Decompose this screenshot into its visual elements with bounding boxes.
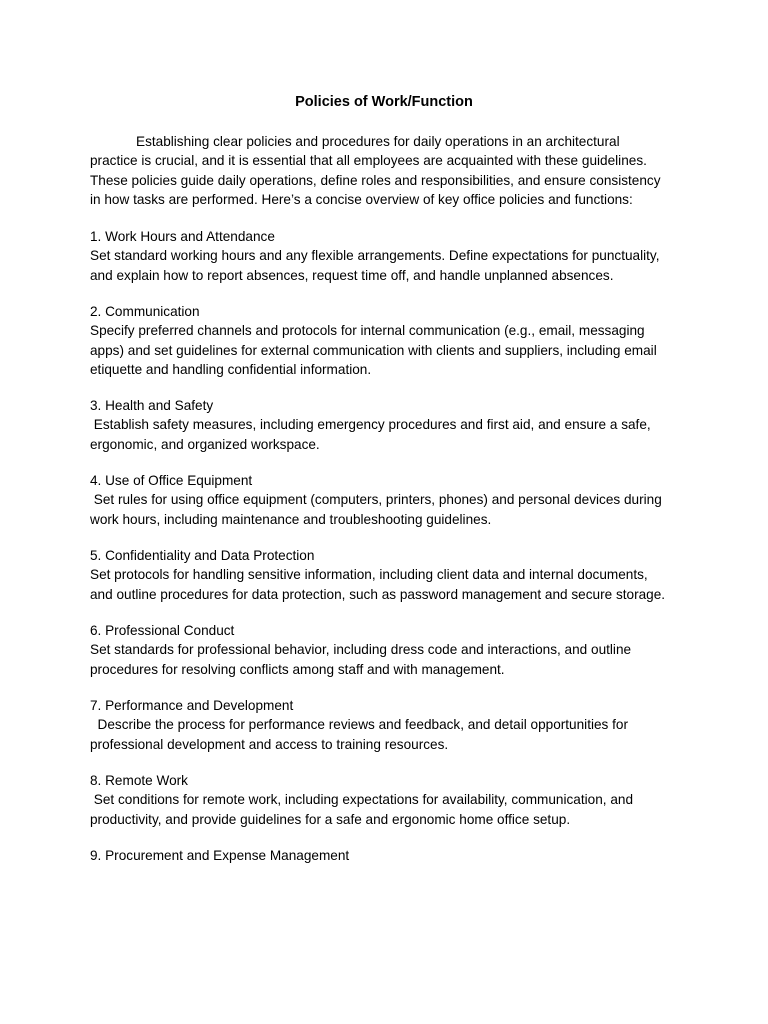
section-text-line: Specify preferred channels and protocols for internal communication (e.g., email, messaging [90,323,645,339]
section-heading: 2. Communication [90,304,200,319]
section-heading: 5. Confidentiality and Data Protection [90,548,315,563]
section-text-line: apps) and set guidelines for external communication with clients and suppliers, including email [90,342,657,358]
intro-line: in how tasks are performed. Here’s a concise overview of key office policies and functions: [90,191,633,207]
section-text-line: Set standard working hours and any flexible arrangements. Define expectations for punctuality, [90,248,660,264]
page-title: Policies of Work/Function [295,94,473,110]
section-text-line: Set standards for professional behavior, including dress code and interactions, and outline [90,642,632,658]
section-text-line: productivity, and provide guidelines for a safe and ergonomic home office setup. [90,811,571,827]
section-remote-work [90,771,710,829]
section-text-line: procedures for resolving conflicts among staff and with management. [90,661,505,677]
section-text-line: professional development and access to training resources. [90,736,449,752]
section-text-line: Set rules for using office equipment (computers, printers, phones) and personal devices during [90,492,662,508]
section-text-line: work hours, including maintenance and troubleshooting guidelines. [90,511,492,527]
section-text-line: and explain how to report absences, request time off, and handle unplanned absences. [90,267,614,283]
section-text-line: ergonomic, and organized workspace. [90,436,320,452]
section-communication [90,302,710,379]
section-text-line: etiquette and handling confidential information. [90,361,372,377]
section-performance [90,696,710,754]
section-confidentiality [90,546,710,604]
intro-line: These policies guide daily operations, define roles and responsibilities, and ensure consistency [90,172,661,188]
section-heading: 3. Health and Safety [90,398,214,413]
section-text-line: Establish safety measures, including emergency procedures and first aid, and ensure a safe, [90,417,651,433]
section-procurement [90,846,710,865]
section-text-line: Set protocols for handling sensitive information, including client data and internal documents, [90,567,648,583]
section-heading: 6. Professional Conduct [90,623,235,638]
section-heading: 7. Performance and Development [90,698,294,713]
section-text-line: Describe the process for performance reviews and feedback, and detail opportunities for [90,717,628,733]
intro-line: practice is crucial, and it is essential that all employees are acquainted with these guidelines. [90,153,647,169]
section-heading: 8. Remote Work [90,773,188,788]
section-heading: 9. Procurement and Expense Management [90,848,350,863]
intro-paragraph [90,132,690,209]
section-text-line: Set conditions for remote work, including expectations for availability, communication, and [90,792,634,808]
section-heading: 1. Work Hours and Attendance [90,229,275,244]
section-professional-conduct [90,621,710,679]
intro-line: Establishing clear policies and procedures for daily operations in an architectural [136,134,620,149]
section-work-hours [90,227,710,285]
section-heading: 4. Use of Office Equipment [90,473,253,488]
section-health-safety [90,396,710,454]
section-text-line: and outline procedures for data protection, such as password management and secure storage. [90,586,666,602]
section-office-equipment [90,471,710,529]
